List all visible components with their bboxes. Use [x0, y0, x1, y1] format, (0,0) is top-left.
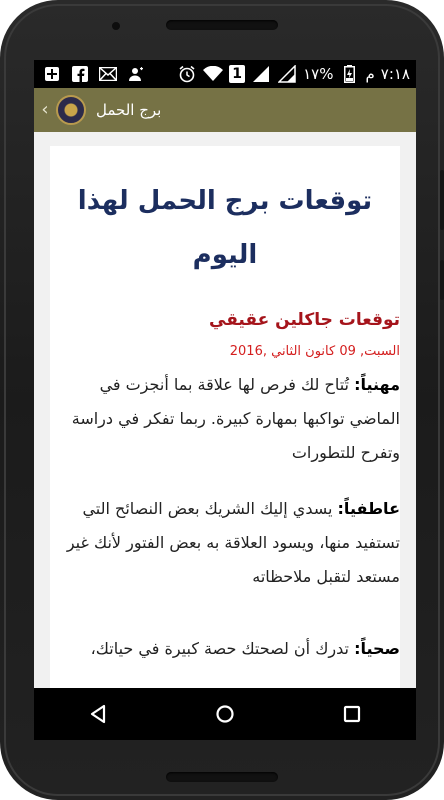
power-button: [440, 260, 444, 300]
app-logo-icon[interactable]: [56, 95, 86, 125]
chevron-left-icon[interactable]: ‹: [41, 99, 49, 120]
action-bar: [34, 88, 416, 132]
section-label: مهنياً:: [354, 375, 400, 394]
front-camera: [112, 22, 120, 30]
time-period: م: [365, 65, 375, 83]
screen: [34, 60, 416, 740]
clock: ٧:١٨: [380, 65, 410, 83]
battery-percent: ١٧%: [303, 65, 334, 83]
mail-icon: [98, 64, 118, 84]
section-label: صحياً:: [354, 639, 400, 658]
back-triangle-icon[interactable]: [78, 694, 118, 734]
section-text: تدرك أن لصحتك حصة كبيرة في حياتك،: [90, 639, 355, 658]
section-text: يسدي إليك الشريك بعض النصائح التي تستفيد منها، ويسود العلاقة به بعض الفتور لأنك غير مستعد لتقبل ملاحظاته: [66, 499, 400, 586]
content-scroll[interactable]: [34, 132, 416, 688]
volume-button: [440, 170, 444, 230]
author-link[interactable]: توقعات جاكلين عقيقي: [209, 310, 400, 330]
signal-icon: [251, 64, 271, 84]
section-label: عاطفياً:: [337, 499, 400, 518]
recents-square-icon[interactable]: [332, 694, 372, 734]
facebook-icon: [70, 64, 90, 84]
top-speaker: [166, 20, 278, 30]
section-health: [50, 632, 400, 666]
section-career: [50, 368, 400, 470]
add-icon: [42, 64, 62, 84]
home-circle-icon[interactable]: [205, 694, 245, 734]
alarm-icon: [177, 64, 197, 84]
action-bar-title: برج الحمل: [96, 101, 162, 119]
signal-icon-2: [277, 64, 297, 84]
wifi-icon: [203, 64, 223, 84]
navigation-bar: [34, 688, 416, 740]
status-bar: [34, 60, 416, 88]
bottom-speaker: [166, 772, 278, 782]
article-date: السبت, 09 كانون الثاني ,2016: [229, 344, 400, 359]
section-love: [50, 492, 400, 594]
section-text: تُتاح لك فرص لها علاقة بما أنجزت في الماضي تواكبها بمهارة كبيرة. ربما تفكر في دراسة وتفرح للتطورات: [71, 375, 400, 462]
battery-icon: [339, 64, 359, 84]
article-card: [50, 146, 400, 688]
person-icon: [126, 64, 146, 84]
page-title: توقعات برج الحمل لهذا اليوم: [77, 186, 373, 270]
notification-count-badge: 1: [229, 65, 245, 83]
